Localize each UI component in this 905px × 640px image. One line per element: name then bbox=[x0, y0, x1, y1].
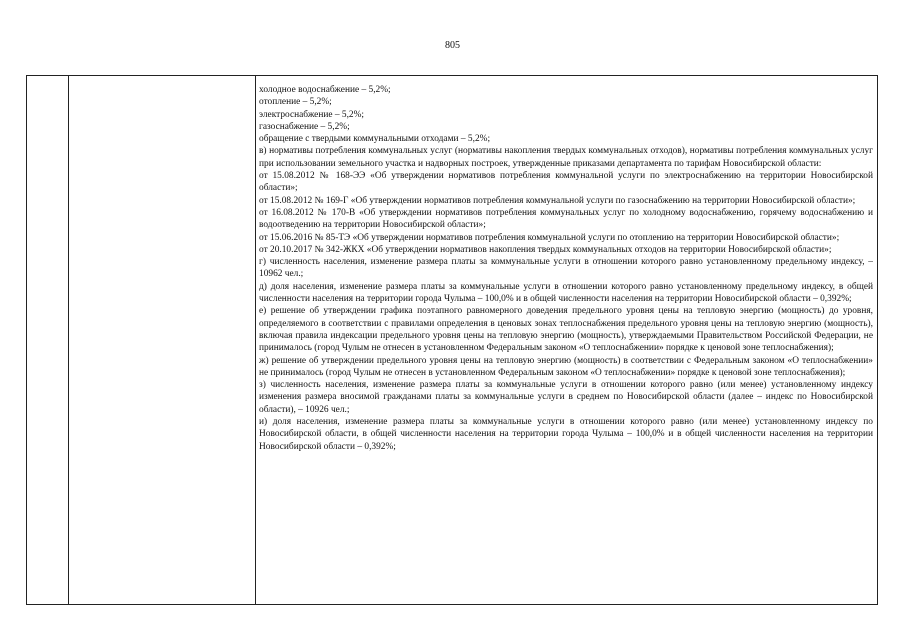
table-cell-content bbox=[256, 76, 878, 605]
paragraph: от 15.08.2012 № 169-Г «Об утверждении нормативов потребления коммунальной услуги по газоснабжению на территории Новосибирской области»; bbox=[259, 195, 856, 206]
paragraph: от 15.08.2012 № 168-ЭЭ «Об утверждении нормативов потребления коммунальной услуги по электроснабжению на территории Новосибирской области»; bbox=[259, 171, 873, 194]
cell-text bbox=[256, 76, 877, 453]
paragraph: холодное водоснабжение – 5,2%; bbox=[259, 85, 391, 95]
paragraph: д) доля населения, изменение размера платы за коммунальные услуги в отношении которого равно установленному предельному индексу, в общей численности населения на территории города Чулыма – 100,0% и в общей численности населения на территории Новосибирской области – 0,392%; bbox=[259, 281, 873, 305]
paragraph: отопление – 5,2%; bbox=[259, 97, 332, 108]
page-number: 805 bbox=[445, 40, 460, 51]
paragraph: газоснабжение – 5,2%; bbox=[259, 121, 350, 132]
paragraph: е) решение об утверждении графика поэтапного равномерного доведения предельного уровня цены на тепловую энергию (мощность) до уровня, определяемого в соответствии с правилами определения в ценовых зонах теплоснабжения предельного уровня цены на тепловую энергию (мощность), включая правила индексации предельного уровня цены на тепловую энергию (мощность), утверждаемыми Правительством Российской Федерации, не принималось (город Чулым не отнесен в установленном Федеральным законом «О теплоснабжении» порядке к ценовой зоне теплоснабжения); bbox=[259, 306, 873, 354]
paragraph: ж) решение об утверждении предельного уровня цены на тепловую энергию (мощность) в соответствии с Федеральным законом «О теплоснабжении» не принималось (город Чулым не отнесен в установленном Федеральным законом «О теплоснабжении» порядке к ценовой зоне теплоснабжения); bbox=[259, 355, 873, 378]
paragraph: и) доля населения, изменение размера платы за коммунальные услуги в отношении которого равно (или менее) установленному индексу по Новосибирской области, в общей численности населения на территории города Чулыма – 100,0% и в общей численности населения на территории Новосибирской области – 0,392%; bbox=[259, 417, 873, 452]
table-row bbox=[27, 76, 878, 605]
paragraph: от 16.08.2012 № 170-В «Об утверждении нормативов потребления коммунальных услуг по холодному водоснабжению, горячему водоснабжению и водоотведению на территории Новосибирской области»; bbox=[259, 207, 873, 231]
table-cell-name bbox=[69, 76, 256, 605]
paragraph: обращение с твердыми коммунальными отходами – 5,2%; bbox=[259, 134, 491, 145]
paragraph: электроснабжение – 5,2%; bbox=[259, 109, 365, 120]
document-table bbox=[26, 75, 878, 605]
paragraph: г) численность населения, изменение размера платы за коммунальные услуги в отношении которого равно установленному предельному индексу, – 10962 чел.; bbox=[259, 257, 873, 280]
paragraph: от 20.10.2017 № 342-ЖКХ «Об утверждении нормативов накопления твердых коммунальных отходов на территории Новосибирской области»; bbox=[259, 244, 832, 255]
paragraph: в) нормативы потребления коммунальных услуг (нормативы накопления твердых коммунальных отходов), нормативы потребления коммунальных услуг при использовании земельного участка и надворных построек, утвержденные приказами департамента по тарифам Новосибирской области: bbox=[259, 146, 873, 169]
paragraph: з) численность населения, изменение размера платы за коммунальные услуги в отношении которого равно (или менее) установленному индексу изменения размера вносимой гражданами платы за коммунальные услуги в среднем по Новосибирской области (далее – индекс по Новосибирской области), – 10926 чел.; bbox=[259, 380, 873, 415]
paragraph: от 15.06.2016 № 85-ТЭ «Об утверждении нормативов потребления коммунальной услуги по отоплению на территории Новосибирской области»; bbox=[259, 232, 840, 243]
table-cell-number bbox=[27, 76, 69, 605]
